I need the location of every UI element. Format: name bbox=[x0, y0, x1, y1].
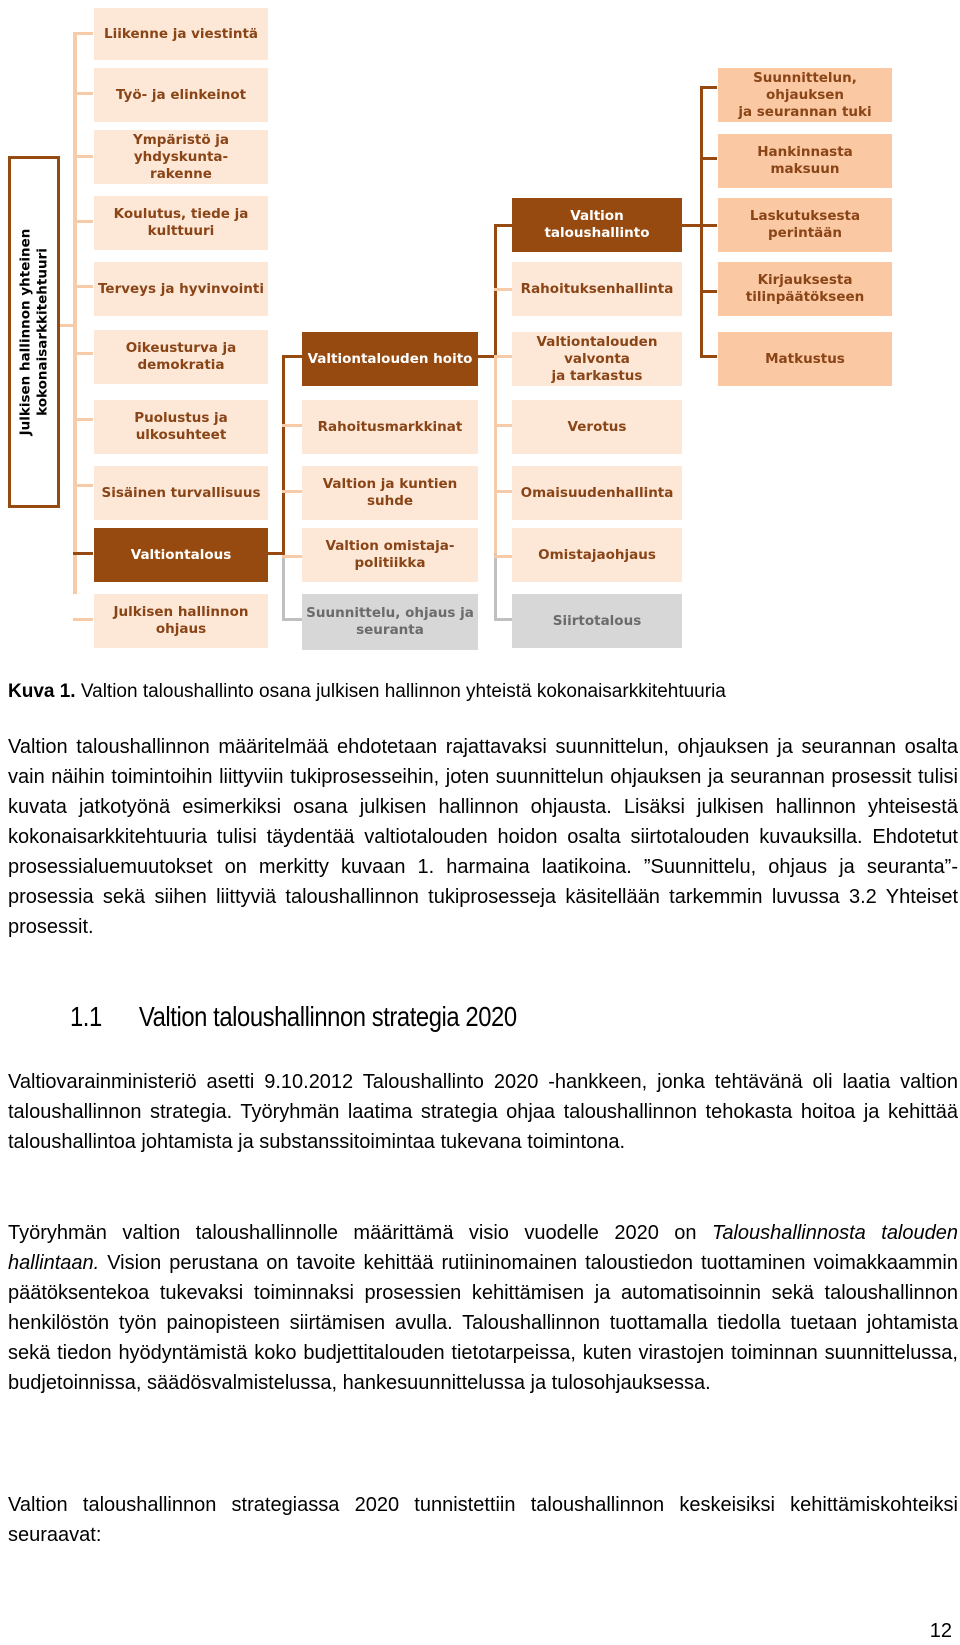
box-valtion-taloushallinto: Valtion taloushallinto bbox=[512, 198, 682, 252]
paragraph-4: Valtion taloushallinnon strategiassa 2020 tunnistettiin taloushallinnon keskeisiksi kehittämiskohteiksi seuraavat: bbox=[8, 1494, 958, 1546]
page-number: 12 bbox=[929, 1620, 952, 1642]
connector-col2-trunk bbox=[282, 355, 285, 555]
box-omaisuudenhallinta: Omaisuudenhallinta bbox=[512, 466, 682, 520]
process-architecture-diagram bbox=[0, 0, 960, 660]
connector-col1-branch bbox=[73, 92, 93, 95]
connector-col1-branch bbox=[73, 220, 93, 223]
box-liikenne: Liikenne ja viestintä bbox=[94, 8, 268, 60]
box-ymparisto: Ympäristö ja yhdyskunta- rakenne bbox=[94, 130, 268, 184]
box-verotus: Verotus bbox=[512, 400, 682, 454]
box-siirtotalous: Siirtotalous bbox=[512, 594, 682, 648]
box-sisainen-turvallisuus: Sisäinen turvallisuus bbox=[94, 466, 268, 520]
box-puolustus: Puolustus ja ulkosuhteet bbox=[94, 400, 268, 454]
connector-col3-trunk-light bbox=[494, 358, 497, 554]
caption-text: Valtion taloushallinto osana julkisen hallinnon yhteistä kokonaisarkkitehtuuria bbox=[75, 681, 726, 702]
connector-col1-trunk bbox=[73, 32, 77, 594]
paragraph-3-start: Työryhmän valtion taloushallinnolle määrittämä visio vuodelle 2020 on bbox=[8, 1222, 712, 1244]
box-valtiontalouden-hoito: Valtiontalouden hoito bbox=[302, 332, 478, 386]
connector-col3-trunk-grey bbox=[494, 554, 497, 620]
box-rahoitusmarkkinat: Rahoitusmarkkinat bbox=[302, 400, 478, 454]
box-hankinnasta-maksuun: Hankinnasta maksuun bbox=[718, 134, 892, 188]
connector-col3-col4 bbox=[682, 224, 702, 227]
root-label-line1: Julkisen hallinnon yhteinen bbox=[17, 228, 33, 436]
box-rahoituksenhallinta: Rahoituksenhallinta bbox=[512, 262, 682, 316]
connector-col1-branch bbox=[73, 418, 93, 421]
box-suunnittelu-ohjaus-seuranta: Suunnittelu, ohjaus ja seuranta bbox=[302, 594, 478, 650]
section-heading: 1.1 Valtion taloushallinnon strategia 2020 bbox=[70, 1001, 517, 1032]
connector-col2-branch bbox=[282, 355, 302, 358]
connector-col1-branch bbox=[73, 155, 93, 158]
box-valtion-kuntien-suhde: Valtion ja kuntien suhde bbox=[302, 466, 478, 520]
connector-col1-branch bbox=[73, 285, 93, 288]
figure-caption bbox=[8, 680, 726, 704]
connector-col1-branch bbox=[73, 552, 93, 555]
connector-col3-branch bbox=[494, 288, 512, 291]
box-koulutus: Koulutus, tiede ja kulttuuri bbox=[94, 196, 268, 250]
box-julkisen-hallinnon-ohjaus: Julkisen hallinnon ohjaus bbox=[94, 594, 268, 648]
connector-col1-branch bbox=[73, 32, 93, 35]
box-omistajaohjaus: Omistajaohjaus bbox=[512, 528, 682, 582]
connector-col4-trunk bbox=[700, 86, 703, 358]
root-label-line2: kokonaisarkkitehtuuri bbox=[34, 248, 50, 416]
connector-col1-branch bbox=[73, 618, 93, 621]
connector-col3-trunk bbox=[494, 224, 497, 358]
vision-statement: Taloushallinnosta talouden hallintaan. bbox=[8, 1222, 958, 1274]
connector-col2-branch-grey bbox=[282, 618, 302, 621]
connector-col1-branch bbox=[73, 484, 93, 487]
connector-col3-branch bbox=[494, 555, 512, 558]
connector-col3-branch bbox=[494, 424, 512, 427]
box-valtiontalous: Valtiontalous bbox=[94, 528, 268, 582]
connector-col3-branch bbox=[494, 355, 512, 358]
paragraph-3-end: Vision perustana on tavoite kehittää rutiininomainen taloustiedon tuottaminen voimakkaammin päätöksentekoa tukevaksi toiminnaksi prosessien kehittämisen ja automatisoinnin sekä taloushallinnon henkilöstön työn painopisteen siirtämisen avulla. Taloushallinnon tuottamalla tiedolla tuetaan johtamista sekä tiedon hyödyntämistä koko budjettitalouden tietotarpeissa, kuten virastojen toiminnan suunnittelussa, budjetoinnissa, säädösvalmistelussa, hankesuunnittelussa ja tulosohjauksessa. bbox=[8, 1252, 958, 1394]
box-kirjauksesta-tilinpaatokseen: Kirjauksesta tilinpäätökseen bbox=[718, 262, 892, 316]
connector-col4-branch bbox=[700, 86, 717, 89]
box-valvonta-tarkastus: Valtiontalouden valvonta ja tarkastus bbox=[512, 332, 682, 386]
caption-label: Kuva 1. bbox=[8, 681, 76, 702]
box-oikeusturva: Oikeusturva ja demokratia bbox=[94, 330, 268, 384]
root-label bbox=[17, 229, 51, 436]
connector-col4-branch bbox=[700, 224, 717, 227]
connector-col4-branch bbox=[700, 355, 717, 358]
root-box-kokonaisarkkitehtuuri bbox=[8, 156, 60, 508]
paragraph-1: Valtion taloushallinnon määritelmää ehdotetaan rajattavaksi suunnittelun, ohjauksen ja seurannan osalta vain näihin toimintoihin liittyviin tukiprosesseihin, joten suunnittelun ohjauksen ja seurannan prosessit tulisi kuvata jatkotyönä esimerkiksi osana julkisen hallinnon ohjausta. Lisäksi julkisen hallinnon yhteisestä kokonaisarkkitehtuuria tulisi täydentää valtiotalouden hoidon osalta siirtotalouden kuvauksilla. Ehdotetut prosessialuemuutokset on merkitty kuvaan 1. harmaina laatikoina. ”Suunnittelu, ohjaus ja seuranta”-prosessia sekä siihen liittyviä taloushallinnon tukiprosesseja käsitellään tarkemmin luvussa 3.2 Yhteiset prosessit. bbox=[8, 736, 958, 938]
paragraph-2: Valtiovarainministeriö asetti 9.10.2012 Taloushallinto 2020 -hankkeen, jonka tehtävänä oli laatia valtion taloushallinnon strategia. Työryhmän laatima strategia ohjaa taloushallinnon tehokasta hoitoa ja kehittää taloushallintoa johtamista ja substanssitoimintaa tukevana toimintona. bbox=[8, 1071, 958, 1153]
box-omistajapolitiikka: Valtion omistaja- politiikka bbox=[302, 528, 478, 582]
connector-col2-branch bbox=[282, 555, 302, 558]
connector-col3-branch-grey bbox=[494, 618, 512, 621]
connector-col4-branch bbox=[700, 290, 717, 293]
connector-col2-branch bbox=[282, 424, 302, 427]
box-matkustus: Matkustus bbox=[718, 332, 892, 386]
connector-col3-branch bbox=[494, 224, 512, 227]
box-suunnittelun-tuki: Suunnittelun, ohjauksen ja seurannan tuki bbox=[718, 68, 892, 122]
connector-col1-branch bbox=[73, 352, 93, 355]
connector-col2-branch bbox=[282, 490, 302, 493]
box-terveys: Terveys ja hyvinvointi bbox=[94, 262, 268, 316]
paragraph-3 bbox=[8, 1218, 958, 1398]
box-laskutuksesta-perintaan: Laskutuksesta perintään bbox=[718, 198, 892, 252]
connector-col4-branch bbox=[700, 157, 717, 160]
connector-col2-trunk-grey bbox=[282, 555, 285, 619]
box-tyo-elinkeinot: Työ- ja elinkeinot bbox=[94, 68, 268, 122]
connector-col3-branch bbox=[494, 490, 512, 493]
